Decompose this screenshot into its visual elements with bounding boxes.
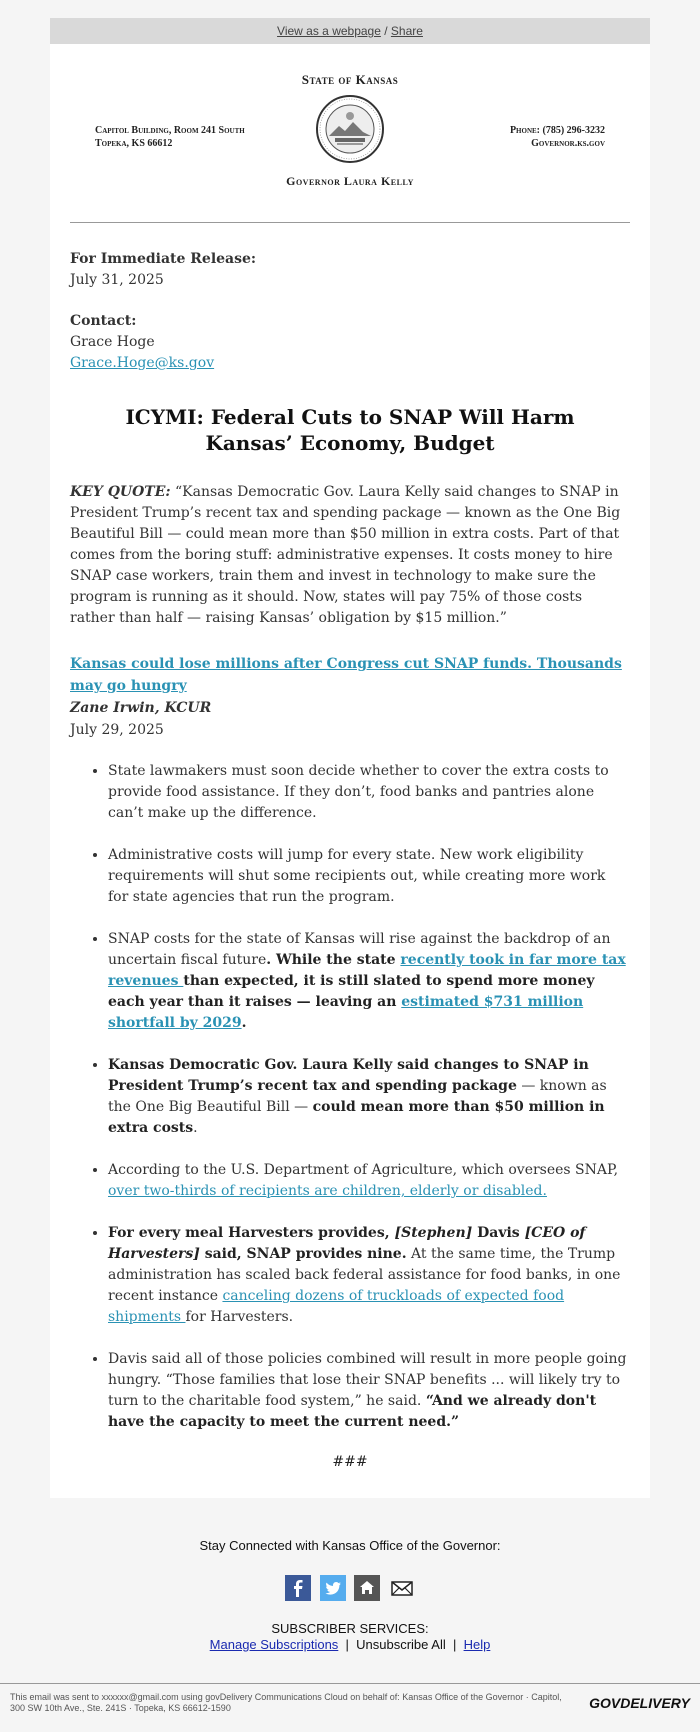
kansas-seal-icon <box>315 94 385 164</box>
contact-label: Contact: <box>70 313 137 329</box>
manage-subscriptions-link[interactable]: Manage Subscriptions <box>209 1637 339 1652</box>
key-quote <box>70 482 630 629</box>
release-date: July 31, 2025 <box>70 272 164 288</box>
address-line: Capitol Building, Room 241 South <box>95 125 245 136</box>
bullet-list <box>70 761 630 1433</box>
bullet-text: could mean more than $50 million in extra costs <box>108 1099 605 1136</box>
bullet-text: [CEO of Harvesters] <box>108 1225 586 1262</box>
bullet-text: SNAP costs for the state of Kansas will rise against the backdrop of an uncertain fiscal future <box>108 931 611 968</box>
bullet-text: Kansas Democratic Gov. Laura Kelly said changes to SNAP in President Trump’s recent tax and spending package <box>108 1057 589 1094</box>
social-links <box>0 1575 700 1601</box>
address-line: Topeka, KS 66612 <box>95 138 173 149</box>
email-card <box>50 44 650 1498</box>
footer <box>0 1498 700 1732</box>
bullet-text: than expected, it is still slated to spend more money each year than it raises — leaving an <box>108 973 595 1010</box>
legal-footer <box>0 1683 700 1732</box>
governor-name: Governor Laura Kelly <box>286 174 414 188</box>
shortfall-link[interactable]: estimated $731 million shortfall by 2029 <box>108 994 584 1031</box>
email-icon[interactable] <box>389 1575 415 1601</box>
bullet-text: — known as the One Big Beautiful Bill — <box>108 1078 607 1115</box>
bullet-text: [Stephen] <box>394 1225 473 1241</box>
contact-block <box>70 311 630 374</box>
page-title: ICYMI: Federal Cuts to SNAP Will Harm Kansas’ Economy, Budget <box>125 405 575 455</box>
letterhead <box>70 62 630 223</box>
bullet-text: Davis <box>472 1225 525 1241</box>
bullet-text: . <box>193 1120 198 1136</box>
article-byline: Zane Irwin, KCUR <box>70 700 212 716</box>
subscriber-services-label: SUBSCRIBER SERVICES: <box>271 1621 429 1636</box>
legal-text: This email was sent to xxxxxx@gmail.com using govDelivery Communications Cloud on behalf of: Kansas Office of the Governor · Capitol, 300 SW 10th Ave., Ste. 241S · Topeka, KS 66612-1590 <box>10 1692 562 1713</box>
recipients-link[interactable]: over two-thirds of recipients are children, elderly or disabled. <box>108 1183 547 1199</box>
bullet-text: . While the state <box>266 952 401 968</box>
list-item <box>108 1160 630 1202</box>
article-header <box>70 653 630 741</box>
list-item: • State lawmakers must soon decide whether to cover the extra costs to provide food assistance. If they don’t, food banks and pantries alone can’t make up the difference. <box>108 761 630 824</box>
list-item <box>108 1223 630 1328</box>
subscriber-services: SUBSCRIBER SERVICES: Manage Subscriptions | Unsubscribe All | Help <box>0 1621 700 1653</box>
key-quote-label: KEY QUOTE: <box>70 484 171 500</box>
bullet-text: At the same time, the Trump administration has scaled back federal assistance for food banks, in one recent instance <box>108 1246 621 1304</box>
release-label: For Immediate Release: <box>70 251 257 267</box>
state-name: State of Kansas <box>301 72 399 87</box>
bullet-text: According to the U.S. Department of Agriculture, which oversees SNAP, <box>108 1162 619 1178</box>
home-icon[interactable] <box>354 1575 380 1601</box>
topbar-separator: / <box>380 24 391 38</box>
view-as-webpage-link[interactable]: View as a webpage <box>277 24 381 38</box>
release-block <box>70 249 630 291</box>
food-shipments-link[interactable]: canceling dozens of truckloads of expected food shipments <box>108 1288 565 1325</box>
website-line: Governor.ks.gov <box>531 138 605 149</box>
list-item <box>108 1349 630 1433</box>
bullet-text: said, SNAP provides nine. <box>199 1246 407 1262</box>
bullet-text: Davis said all of those policies combined will result in more people going hungry. “Those families that lose their SNAP benefits ... will likely try to turn to the charitable food system,” he said. <box>108 1351 627 1409</box>
contact-name: Grace Hoge <box>70 334 155 350</box>
phone-line: Phone: (785) 296-3232 <box>509 125 605 136</box>
stay-connected-text: Stay Connected with Kansas Office of the Governor: <box>199 1538 501 1553</box>
bullet-text: . <box>241 1015 247 1031</box>
list-item: • Administrative costs will jump for every state. New work eligibility requirements will shut some recipients out, while creating more work for state agencies that run the program. <box>108 845 630 908</box>
top-bar <box>50 18 650 44</box>
twitter-icon[interactable] <box>320 1575 346 1601</box>
bullet-text: “And we already don't have the capacity to meet the current need.” <box>108 1393 597 1430</box>
tax-revenues-link[interactable]: recently took in far more tax revenues <box>108 952 626 989</box>
facebook-icon[interactable] <box>285 1575 311 1601</box>
list-item <box>108 929 630 1034</box>
contact-email-link[interactable]: Grace.Hoge@ks.gov <box>70 355 215 371</box>
key-quote-text: “Kansas Democratic Gov. Laura Kelly said changes to SNAP in President Trump’s recent tax and spending package — known as the One Big Beautiful Bill — could mean more than $50 million in extra costs. Part of that comes from the boring stuff: administrative expenses. It costs money to hire SNAP case workers, train them and invest in technology to make sure the program is running as it should. Now, states will pay 75% of those costs rather than half — raising Kansas’ obligation by $15 million.” <box>70 484 621 626</box>
article-headline-link[interactable]: Kansas could lose millions after Congress cut SNAP funds. Thousands may go hungry <box>70 656 622 694</box>
article-date: July 29, 2025 <box>70 722 164 738</box>
address-right <box>510 124 605 150</box>
unsubscribe-all-text[interactable]: Unsubscribe All <box>356 1637 446 1652</box>
end-mark: ### <box>332 1454 368 1470</box>
bullet-text: for Harvesters. <box>185 1309 294 1325</box>
bullet-text: For every meal Harvesters provides, <box>108 1225 395 1241</box>
address-left <box>95 124 245 150</box>
share-link[interactable]: Share <box>390 24 423 38</box>
help-link[interactable]: Help <box>463 1637 491 1652</box>
govdelivery-logo[interactable]: GOVDELIVERY <box>589 1695 690 1711</box>
list-item <box>108 1055 630 1139</box>
